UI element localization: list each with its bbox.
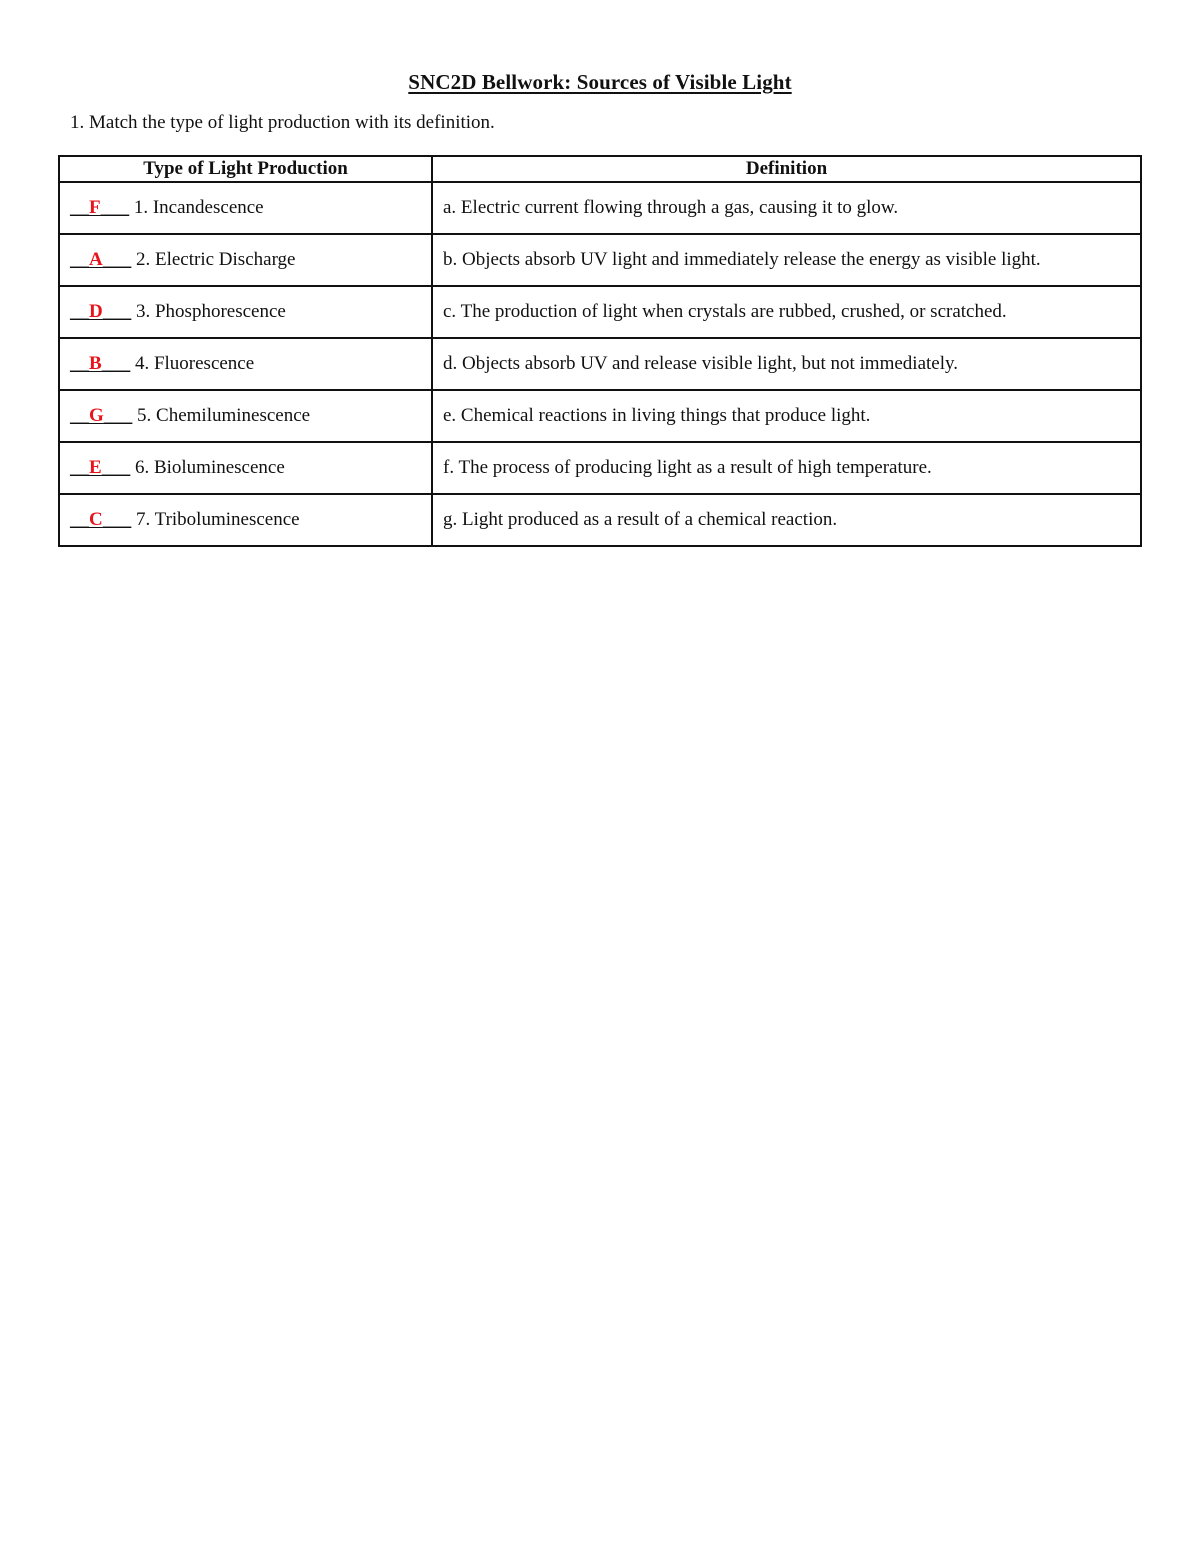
term-cell: [59, 390, 432, 442]
term-cell: [59, 286, 432, 338]
definition-cell: a. Electric current flowing through a gas, causing it to glow.: [432, 182, 1141, 234]
table-row: [59, 338, 1141, 390]
header-type: Type of Light Production: [59, 156, 432, 182]
answer-letter: A: [89, 249, 103, 270]
answer-blank[interactable]: __C___: [70, 509, 132, 530]
term-label: 6. Bioluminescence: [134, 457, 285, 478]
table-header-row: [59, 156, 1141, 182]
term-label: 1. Incandescence: [133, 197, 264, 218]
definition-cell: f. The process of producing light as a result of high temperature.: [432, 442, 1141, 494]
definition-cell: g. Light produced as a result of a chemical reaction.: [432, 494, 1141, 546]
matching-table: [58, 155, 1142, 547]
answer-blank[interactable]: __E___: [70, 457, 131, 478]
answer-blank[interactable]: __D___: [70, 301, 132, 322]
answer-blank[interactable]: __F___: [70, 197, 130, 218]
term-label: 2. Electric Discharge: [135, 249, 296, 270]
table-row: [59, 182, 1141, 234]
table-row: [59, 390, 1141, 442]
term-cell: [59, 182, 432, 234]
answer-letter: C: [89, 509, 103, 530]
definition-cell: d. Objects absorb UV and release visible light, but not immediately.: [432, 338, 1141, 390]
header-definition: Definition: [432, 156, 1141, 182]
answer-letter: D: [89, 301, 103, 322]
definition-cell: e. Chemical reactions in living things that produce light.: [432, 390, 1141, 442]
answer-letter: E: [89, 457, 102, 478]
table-row: [59, 494, 1141, 546]
answer-letter: B: [89, 353, 102, 374]
term-cell: [59, 442, 432, 494]
term-label: 5. Chemiluminescence: [137, 405, 311, 426]
definition-cell: b. Objects absorb UV light and immediately release the energy as visible light.: [432, 234, 1141, 286]
definition-cell: c. The production of light when crystals are rubbed, crushed, or scratched.: [432, 286, 1141, 338]
page-title: SNC2D Bellwork: Sources of Visible Light: [408, 70, 792, 94]
term-cell: [59, 494, 432, 546]
answer-letter: F: [89, 197, 101, 218]
answer-letter: G: [89, 405, 104, 426]
table-row: [59, 442, 1141, 494]
answer-blank[interactable]: __B___: [70, 353, 131, 374]
table-row: [59, 286, 1141, 338]
answer-blank[interactable]: __G___: [70, 405, 133, 426]
term-cell: [59, 338, 432, 390]
table-row: [59, 234, 1141, 286]
instruction-text: 1. Match the type of light production with its definition.: [70, 112, 495, 133]
answer-blank[interactable]: __A___: [70, 249, 132, 270]
term-label: 3. Phosphorescence: [135, 301, 286, 322]
term-label: 7. Triboluminescence: [135, 509, 300, 530]
term-cell: [59, 234, 432, 286]
term-label: 4. Fluorescence: [134, 353, 255, 374]
